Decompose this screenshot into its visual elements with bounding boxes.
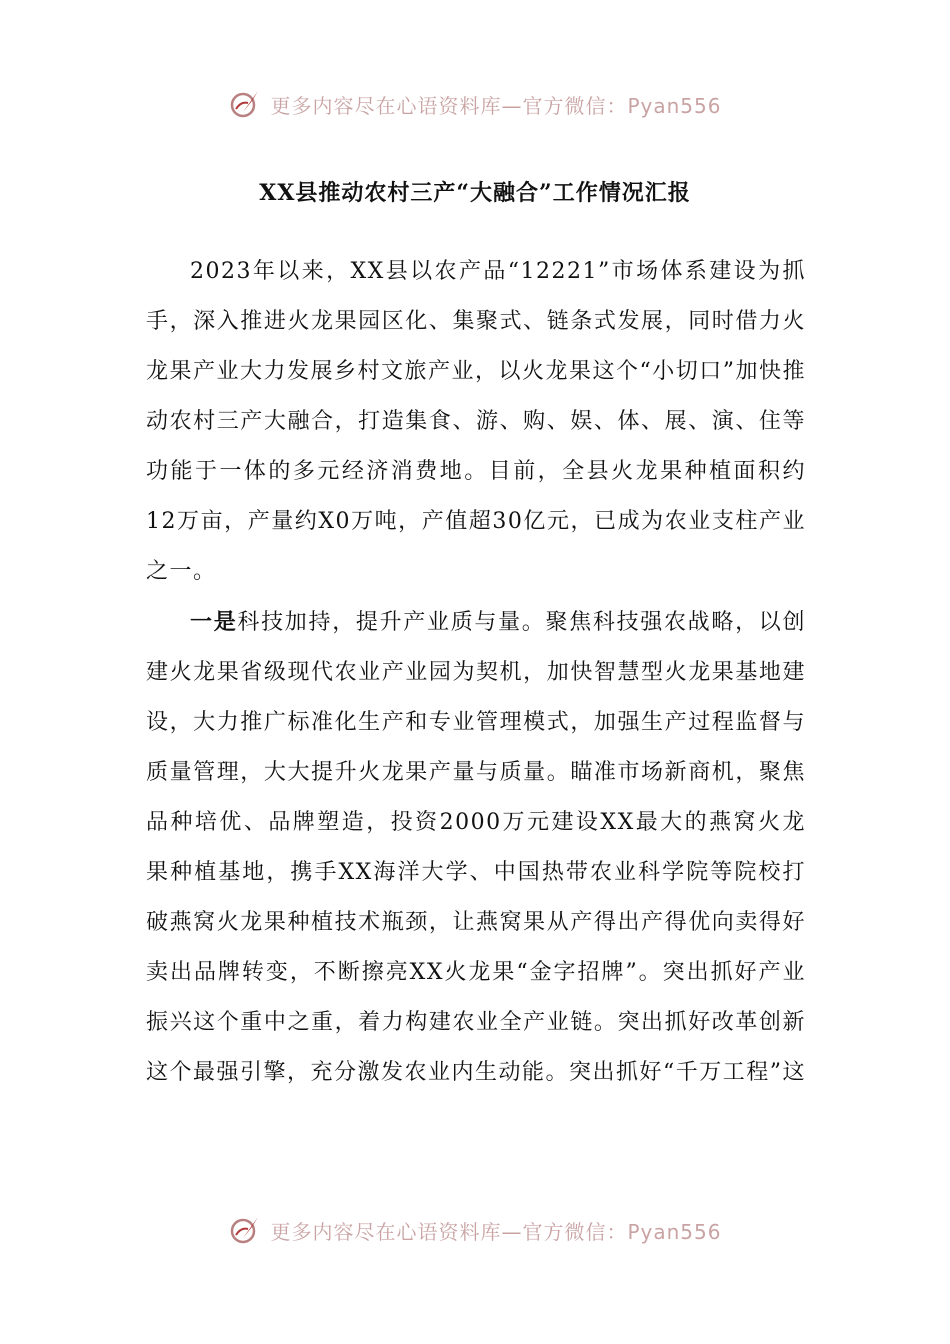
paragraph-text: 2023年以来，XX县以农产品“12221”市场体系建设为抓手，深入推进火龙果园区化、集聚式、链条式发展，同时借力火龙果产业大力发展乡村文旅产业，以火龙果这个“小切口”加快推动农村三产大融合，打造集食、游、购、娱、体、展、演、住等功能于一体的多元经济消费地。目前，全县火龙果种植面积约12万亩，产量约X0万吨，产值超30亿元，已成为农业支柱产业之一。 <box>146 259 806 584</box>
paragraph-first-point <box>146 597 806 1098</box>
page-title: XX县推动农村三产“大融合”工作情况汇报 <box>259 180 691 206</box>
document-body <box>146 246 806 1098</box>
footer-watermark <box>0 1210 950 1250</box>
watermark-text: 更多内容尽在心语资料库—官方微信：Pyan556 <box>270 1219 722 1244</box>
paragraph-intro <box>146 246 806 597</box>
header-watermark <box>0 84 950 124</box>
quill-pen-logo-icon <box>228 1213 262 1247</box>
watermark-text: 更多内容尽在心语资料库—官方微信：Pyan556 <box>270 93 722 118</box>
paragraph-text: 科技加持，提升产业质与量。聚焦科技强农战略，以创建火龙果省级现代农业产业园为契机，加快智慧型火龙果基地建设，大力推广标准化生产和专业管理模式，加强生产过程监督与质量管理，大大提升火龙果产量与质量。瞄准市场新商机，聚焦品种培优、品牌塑造，投资2000万元建设XX最大的燕窝火龙果种植基地，携手XX海洋大学、中国热带农业科学院等院校打破燕窝火龙果种植技术瓶颈，让燕窝果从产得出产得优向卖得好卖出品牌转变，不断擦亮XX火龙果“金字招牌”。突出抓好产业振兴这个重中之重，着力构建农业全产业链。突出抓好改革创新这个最强引擎，充分激发农业内生动能。突出抓好“千万工程”这 <box>146 610 806 1085</box>
quill-pen-logo-icon <box>228 87 262 121</box>
paragraph-lead: 一是 <box>190 609 238 635</box>
